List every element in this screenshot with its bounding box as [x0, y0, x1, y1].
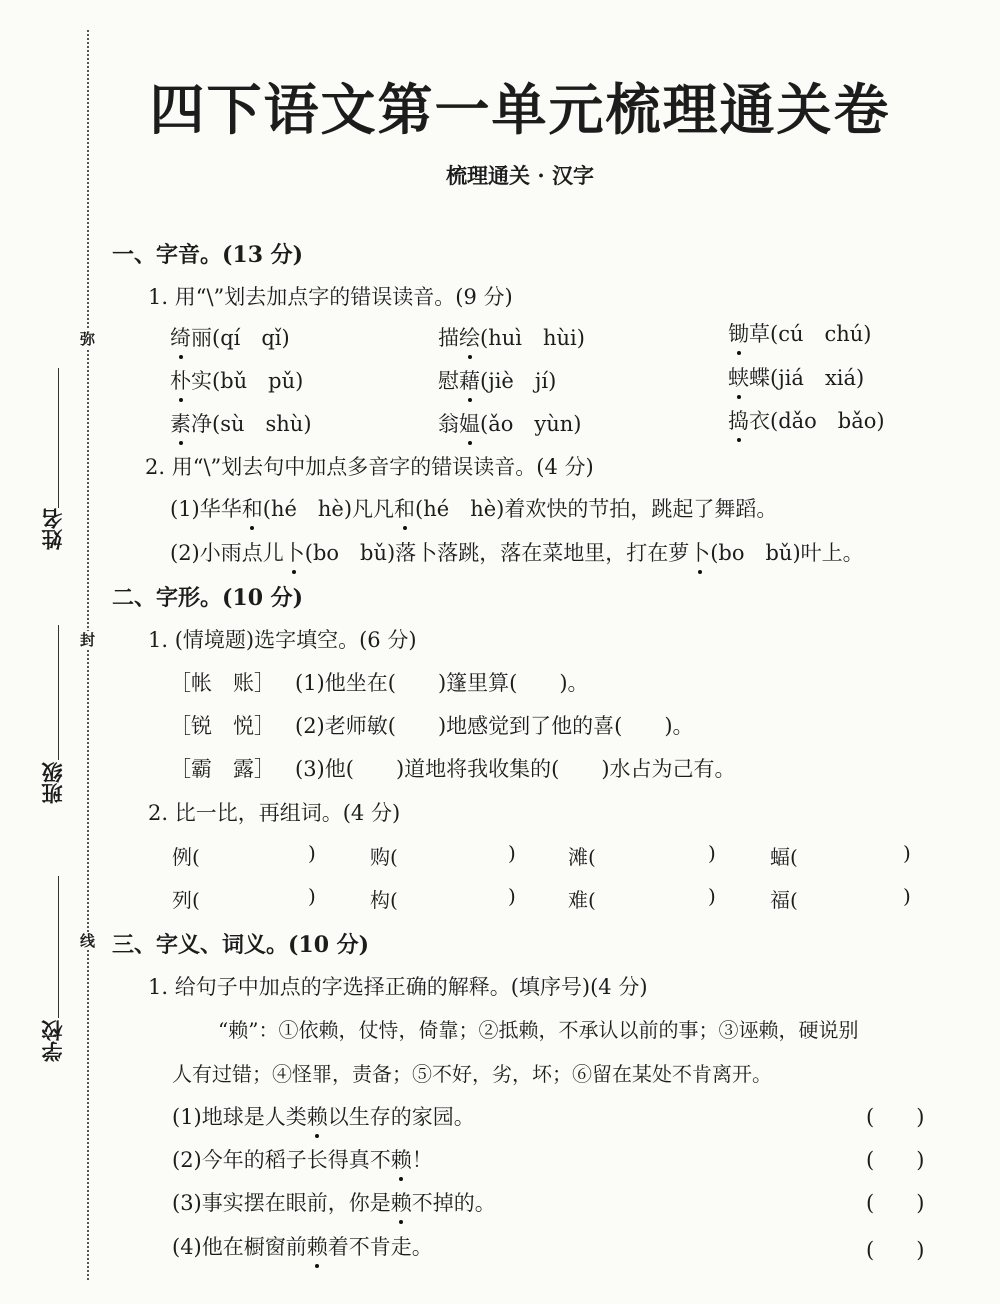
answer-close-paren[interactable]: ) [308, 841, 316, 865]
answer-close-paren[interactable]: ) [708, 884, 716, 908]
answer-close-paren[interactable]: ) [708, 841, 716, 865]
meaning-sentence-1: (1)地球是人类赖以生存的家园。 [172, 1101, 475, 1131]
polyphone-sentence-2[interactable]: (2)小雨点儿卜(bo bǔ)落卜落跳，落在菜地里，打在萝卜(bo bǔ)叶上。 [170, 537, 864, 567]
section-3-title: 三、字义、词义。(10 分) [112, 932, 370, 958]
sec1-q2-title: 2. 用“\”划去句中加点多音字的错误读音。(4 分) [145, 455, 594, 479]
answer-close-paren[interactable]: ) [508, 841, 516, 865]
answer-box-1[interactable]: ( ) [866, 1105, 925, 1129]
polyphone-sentence-1[interactable]: (1)华华和(hé hè)凡凡和(hé hè)着欢快的节拍，跳起了舞蹈。 [170, 493, 777, 523]
binding-mark-mi: 弥 [80, 330, 96, 348]
pinyin-item-5[interactable]: 慰藉(jiè jí) [438, 365, 556, 395]
choice-row-2[interactable]: ［锐 悦］ (2)老师敏( )地感觉到了他的喜( )。 [170, 714, 694, 738]
compare-char: 列( [172, 888, 200, 912]
sec3-q1-title: 1. 给句子中加点的字选择正确的解释。(填序号)(4 分) [148, 975, 648, 999]
binding-mark-xian: 线 [80, 932, 96, 950]
name-label: 姓名 [40, 508, 65, 550]
sec1-q1-title: 1. 用“\”划去加点字的错误读音。(9 分) [148, 285, 513, 309]
page-subtitle: 梳理通关 · 汉字 [446, 163, 594, 188]
pinyin-item-7[interactable]: 素净(sù shù) [170, 408, 312, 438]
compare-char: 滩( [568, 845, 596, 869]
meaning-sentence-4: (4)他在橱窗前赖着不肯走。 [172, 1231, 433, 1261]
binding-mark-feng: 封 [80, 631, 96, 649]
pinyin-item-1[interactable]: 绮丽(qí qǐ) [170, 322, 290, 352]
class-blank[interactable] [58, 625, 59, 760]
pinyin-item-3[interactable]: 锄草(cú chú) [728, 318, 871, 348]
section-1-title: 一、字音。(13 分) [112, 242, 304, 268]
answer-close-paren[interactable]: ) [508, 884, 516, 908]
sec2-q2-title: 2. 比一比，再组词。(4 分) [148, 801, 401, 825]
compare-char: 例( [172, 845, 200, 869]
pinyin-item-2[interactable]: 描绘(huì hùi) [438, 322, 585, 352]
pinyin-item-9[interactable]: 捣衣(dǎo bǎo) [728, 405, 885, 435]
definition-line-1: “赖”：①依赖，仗恃，倚靠；②抵赖，不承认以前的事；③诬赖，硬说别 [218, 1018, 859, 1042]
compare-char: 难( [568, 888, 596, 912]
pinyin-item-6[interactable]: 蛱蝶(jiá xiá) [728, 362, 864, 392]
binding-dotted-line [87, 30, 89, 1280]
answer-box-3[interactable]: ( ) [866, 1191, 925, 1215]
class-label: 班级 [40, 762, 65, 804]
pinyin-item-4[interactable]: 朴实(bǔ pǔ) [170, 365, 303, 395]
meaning-sentence-3: (3)事实摆在眼前，你是赖不掉的。 [172, 1187, 496, 1217]
compare-char: 构( [370, 888, 398, 912]
section-2-title: 二、字形。(10 分) [112, 585, 304, 611]
school-label: 学校 [40, 1020, 65, 1062]
definition-line-2: 人有过错；④怪罪，责备；⑤不好，劣，坏；⑥留在某处不肯离开。 [172, 1062, 772, 1086]
page-title: 四下语文第一单元梳理通关卷 [149, 77, 891, 142]
meaning-sentence-2: (2)今年的稻子长得真不赖！ [172, 1144, 433, 1174]
answer-close-paren[interactable]: ) [903, 841, 911, 865]
school-blank[interactable] [58, 876, 59, 1018]
name-blank[interactable] [58, 368, 59, 508]
choice-row-3[interactable]: ［霸 露］ (3)他( )道地将我收集的( )水占为己有。 [170, 757, 736, 781]
pinyin-item-8[interactable]: 翁媪(ǎo yùn) [438, 408, 581, 438]
choice-row-1[interactable]: ［帐 账］ (1)他坐在( )篷里算( )。 [170, 671, 589, 695]
answer-box-2[interactable]: ( ) [866, 1148, 925, 1172]
compare-char: 购( [370, 845, 398, 869]
answer-close-paren[interactable]: ) [308, 884, 316, 908]
sec2-q1-title: 1. (情境题)选字填空。(6 分) [148, 628, 417, 652]
compare-char: 蝠( [770, 845, 798, 869]
answer-close-paren[interactable]: ) [903, 884, 911, 908]
answer-box-4[interactable]: ( ) [866, 1238, 925, 1262]
compare-char: 福( [770, 888, 798, 912]
